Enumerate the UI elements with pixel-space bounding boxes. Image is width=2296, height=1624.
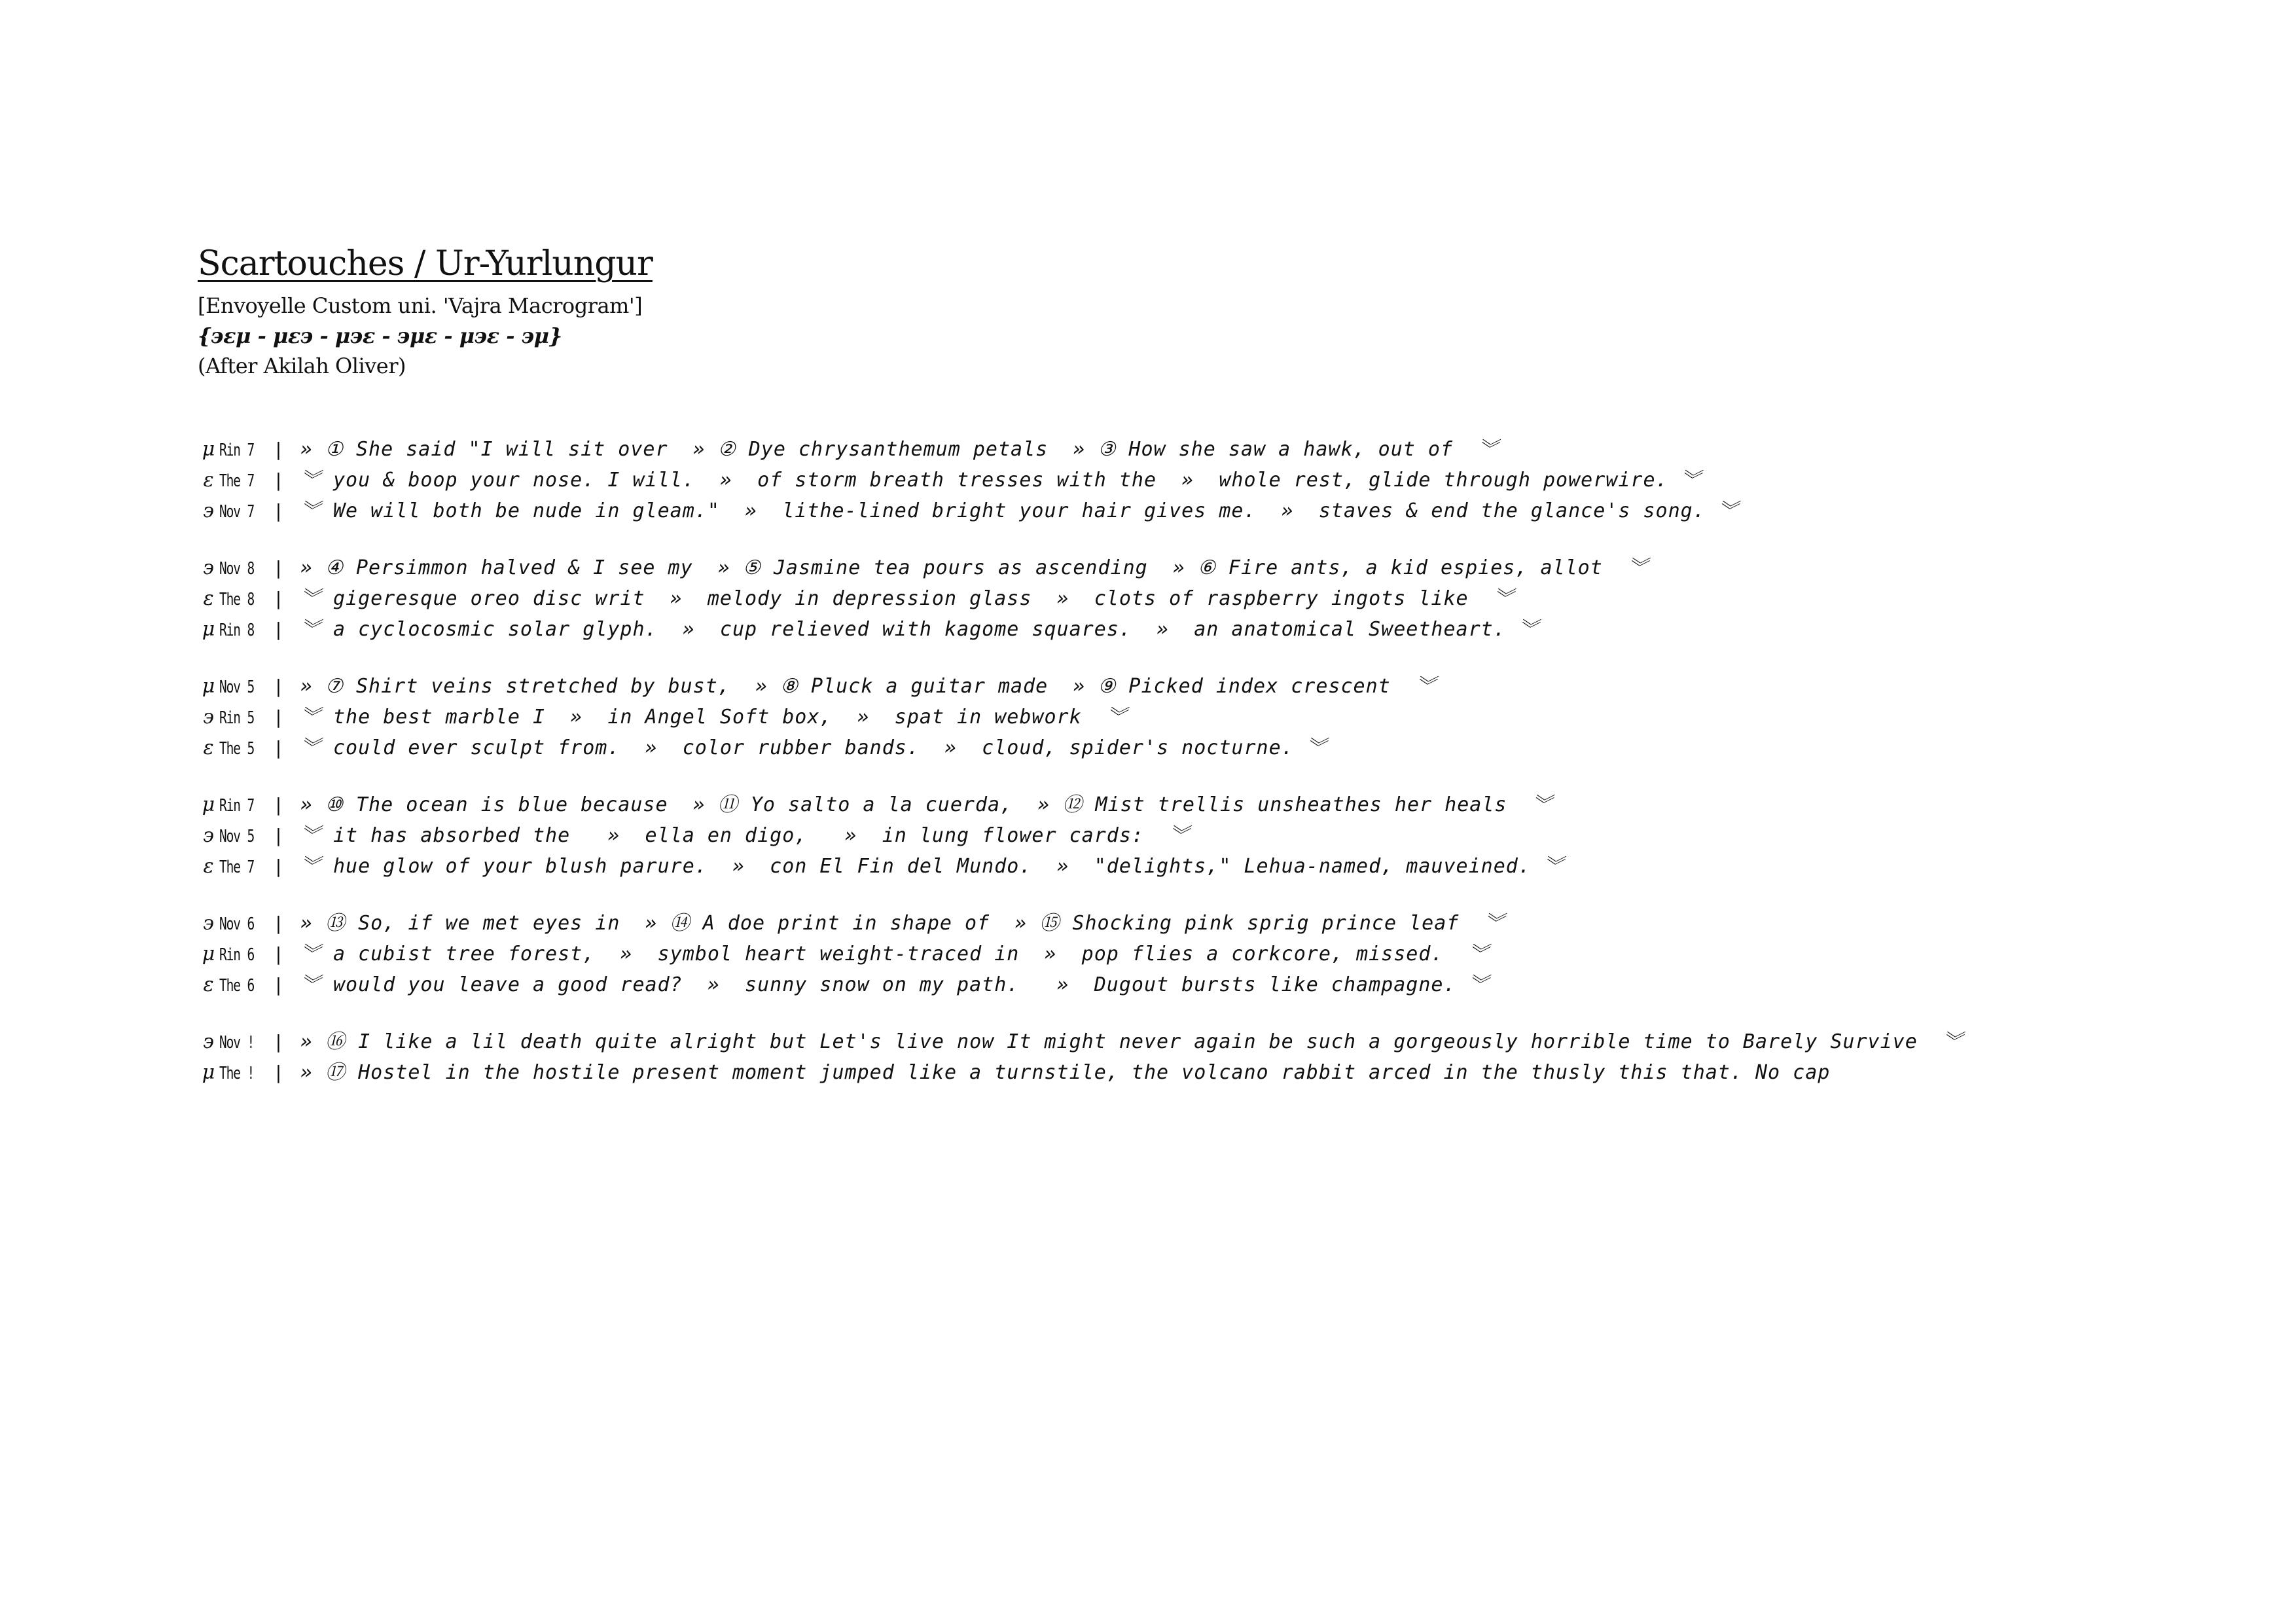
line-text: » ⑦ Shirt veins stretched by bust, » ⑧ Pluck a guitar made » ⑨ Picked index crescent ︾ — [287, 675, 1436, 698]
poem-line — [198, 939, 1963, 969]
line-label: Nov 8 — [219, 559, 255, 579]
line-marker-glyph: ϶ — [203, 912, 214, 935]
line-label: The 7 — [219, 471, 255, 491]
line-text: ︾ it has absorbed the » ella en digo, » in lung flower cards: ︾ — [287, 824, 1190, 847]
line-text: » ⑰ Hostel in the hostile present moment jumped like a turnstile, the volcano rabbit arced in the thusly this that. No cap — [287, 1061, 1831, 1084]
poem-line — [198, 1057, 1963, 1088]
line-text: ︾ We will both be nude in gleam." » lithe-lined bright your hair gives me. » staves & end the glance's song. ︾ — [287, 499, 1738, 522]
line-label: Nov 5 — [219, 827, 255, 846]
line-label: Nov ! — [219, 1033, 255, 1053]
line-divider: | — [273, 825, 284, 846]
line-label: The 7 — [219, 857, 255, 877]
line-marker-glyph: ε — [203, 973, 214, 996]
line-divider: | — [273, 912, 284, 934]
poem-line — [198, 552, 1963, 583]
line-divider: | — [273, 974, 284, 996]
line-marker-glyph: ε — [203, 469, 214, 492]
line-label: The 6 — [219, 976, 255, 996]
line-divider: | — [273, 500, 284, 522]
line-marker-glyph: ε — [203, 587, 214, 610]
line-text: » ④ Persimmon halved & I see my » ⑤ Jasmine tea pours as ascending » ⑥ Fire ants, a kid espies, allot ︾ — [287, 556, 1648, 579]
stanza — [198, 789, 1963, 882]
line-marker-glyph: ε — [203, 736, 214, 759]
line-divider: | — [273, 676, 284, 697]
line-divider: | — [273, 943, 284, 965]
line-text: ︾ a cubist tree forest, » symbol heart weight-traced in » pop flies a corkcore, missed. ︾ — [287, 943, 1489, 965]
line-divider: | — [273, 1031, 284, 1053]
line-marker-glyph: ε — [203, 855, 214, 878]
poem-header — [198, 245, 653, 381]
stanza — [198, 434, 1963, 526]
line-divider: | — [273, 439, 284, 460]
line-divider: | — [273, 737, 284, 759]
line-label: Nov 7 — [219, 502, 255, 522]
poem-line — [198, 434, 1963, 465]
stanza — [198, 552, 1963, 645]
line-marker-glyph: μ — [202, 793, 215, 816]
poem-line — [198, 969, 1963, 1000]
line-divider: | — [273, 588, 284, 609]
poem-line — [198, 732, 1963, 763]
line-marker-glyph: ϶ — [203, 1030, 214, 1053]
stanza — [198, 1026, 1963, 1088]
line-text: » ⑩ The ocean is blue because » ⑪ Yo salto a la cuerda, » ⑫ Mist trellis unsheathes her heals ︾ — [287, 793, 1552, 816]
line-label: The ! — [219, 1064, 255, 1083]
line-label: Rin 6 — [219, 945, 255, 965]
line-text: » ① She said "I will sit over » ② Dye chrysanthemum petals » ③ How she saw a hawk, out of ︾ — [287, 438, 1499, 461]
line-label: Rin 8 — [219, 621, 255, 640]
line-text: ︾ gigeresque oreo disc writ » melody in depression glass » clots of raspberry ingots like ︾ — [287, 587, 1514, 610]
line-text: ︾ you & boop your nose. I will. » of storm breath tresses with the » whole rest, glide through powerwire. ︾ — [287, 469, 1701, 492]
poem-line — [198, 789, 1963, 820]
line-divider: | — [273, 619, 284, 640]
line-text: ︾ a cyclocosmic solar glyph. » cup relieved with kagome squares. » an anatomical Sweetheart. ︾ — [287, 618, 1539, 641]
line-label: Rin 7 — [219, 441, 255, 460]
line-divider: | — [273, 469, 284, 491]
line-divider: | — [273, 557, 284, 579]
glyph-sequence: {϶εμ - με϶ - μ϶ε - ϶με - μ϶ε - ϶μ} — [198, 323, 562, 348]
poem-line — [198, 851, 1963, 882]
line-marker-glyph: μ — [202, 675, 215, 698]
line-marker-glyph: ϶ — [203, 824, 214, 847]
line-marker-glyph: μ — [202, 438, 215, 461]
poem-line — [198, 1026, 1963, 1057]
line-text: » ⑯ I like a lil death quite alright but Let's live now It might never again be such a gorgeously horrible time to Barely Survive ︾ — [287, 1030, 1963, 1053]
line-label: Rin 7 — [219, 796, 255, 816]
line-divider: | — [273, 794, 284, 816]
line-text: ︾ could ever sculpt from. » color rubber bands. » cloud, spider's nocturne. ︾ — [287, 736, 1327, 759]
line-marker-glyph: ϶ — [203, 499, 214, 522]
poem-subtitle: [Envoyelle Custom uni. 'Vajra Macrogram'] — [198, 293, 643, 318]
line-text: ︾ the best marble I » in Angel Soft box, » spat in webwork ︾ — [287, 706, 1127, 729]
poem-line — [198, 908, 1963, 939]
line-text: ︾ would you leave a good read? » sunny snow on my path. » Dugout bursts like champagne. ︾ — [287, 973, 1489, 996]
poem-title: Scartouches / Ur-Yurlungur — [198, 244, 653, 283]
line-label: The 5 — [219, 739, 255, 759]
poem-body — [198, 434, 1963, 1114]
line-label: Nov 5 — [219, 677, 255, 697]
line-label: Rin 5 — [219, 708, 255, 728]
poem-line — [198, 583, 1963, 614]
line-divider: | — [273, 706, 284, 728]
line-marker-glyph: μ — [202, 943, 215, 965]
line-text: » ⑬ So, if we met eyes in » ⑭ A doe print in shape of » ⑮ Shocking pink sprig prince leaf ︾ — [287, 912, 1505, 935]
line-marker-glyph: μ — [202, 1061, 215, 1084]
line-marker-glyph: ϶ — [203, 556, 214, 579]
dedication: (After Akilah Oliver) — [198, 353, 406, 378]
line-label: The 8 — [219, 590, 255, 609]
line-marker-glyph: ϶ — [203, 706, 214, 729]
line-text: ︾ hue glow of your blush parure. » con El Fin del Mundo. » "delights," Lehua-named, mauveined. ︾ — [287, 855, 1564, 878]
stanza — [198, 671, 1963, 763]
poem-line — [198, 702, 1963, 732]
poem-line — [198, 496, 1963, 526]
poem-line — [198, 671, 1963, 702]
line-marker-glyph: μ — [202, 618, 215, 641]
line-label: Nov 6 — [219, 914, 255, 934]
poem-line — [198, 614, 1963, 645]
line-divider: | — [273, 856, 284, 877]
line-divider: | — [273, 1062, 284, 1083]
poem-line — [198, 820, 1963, 851]
stanza — [198, 908, 1963, 1000]
poem-line — [198, 465, 1963, 496]
